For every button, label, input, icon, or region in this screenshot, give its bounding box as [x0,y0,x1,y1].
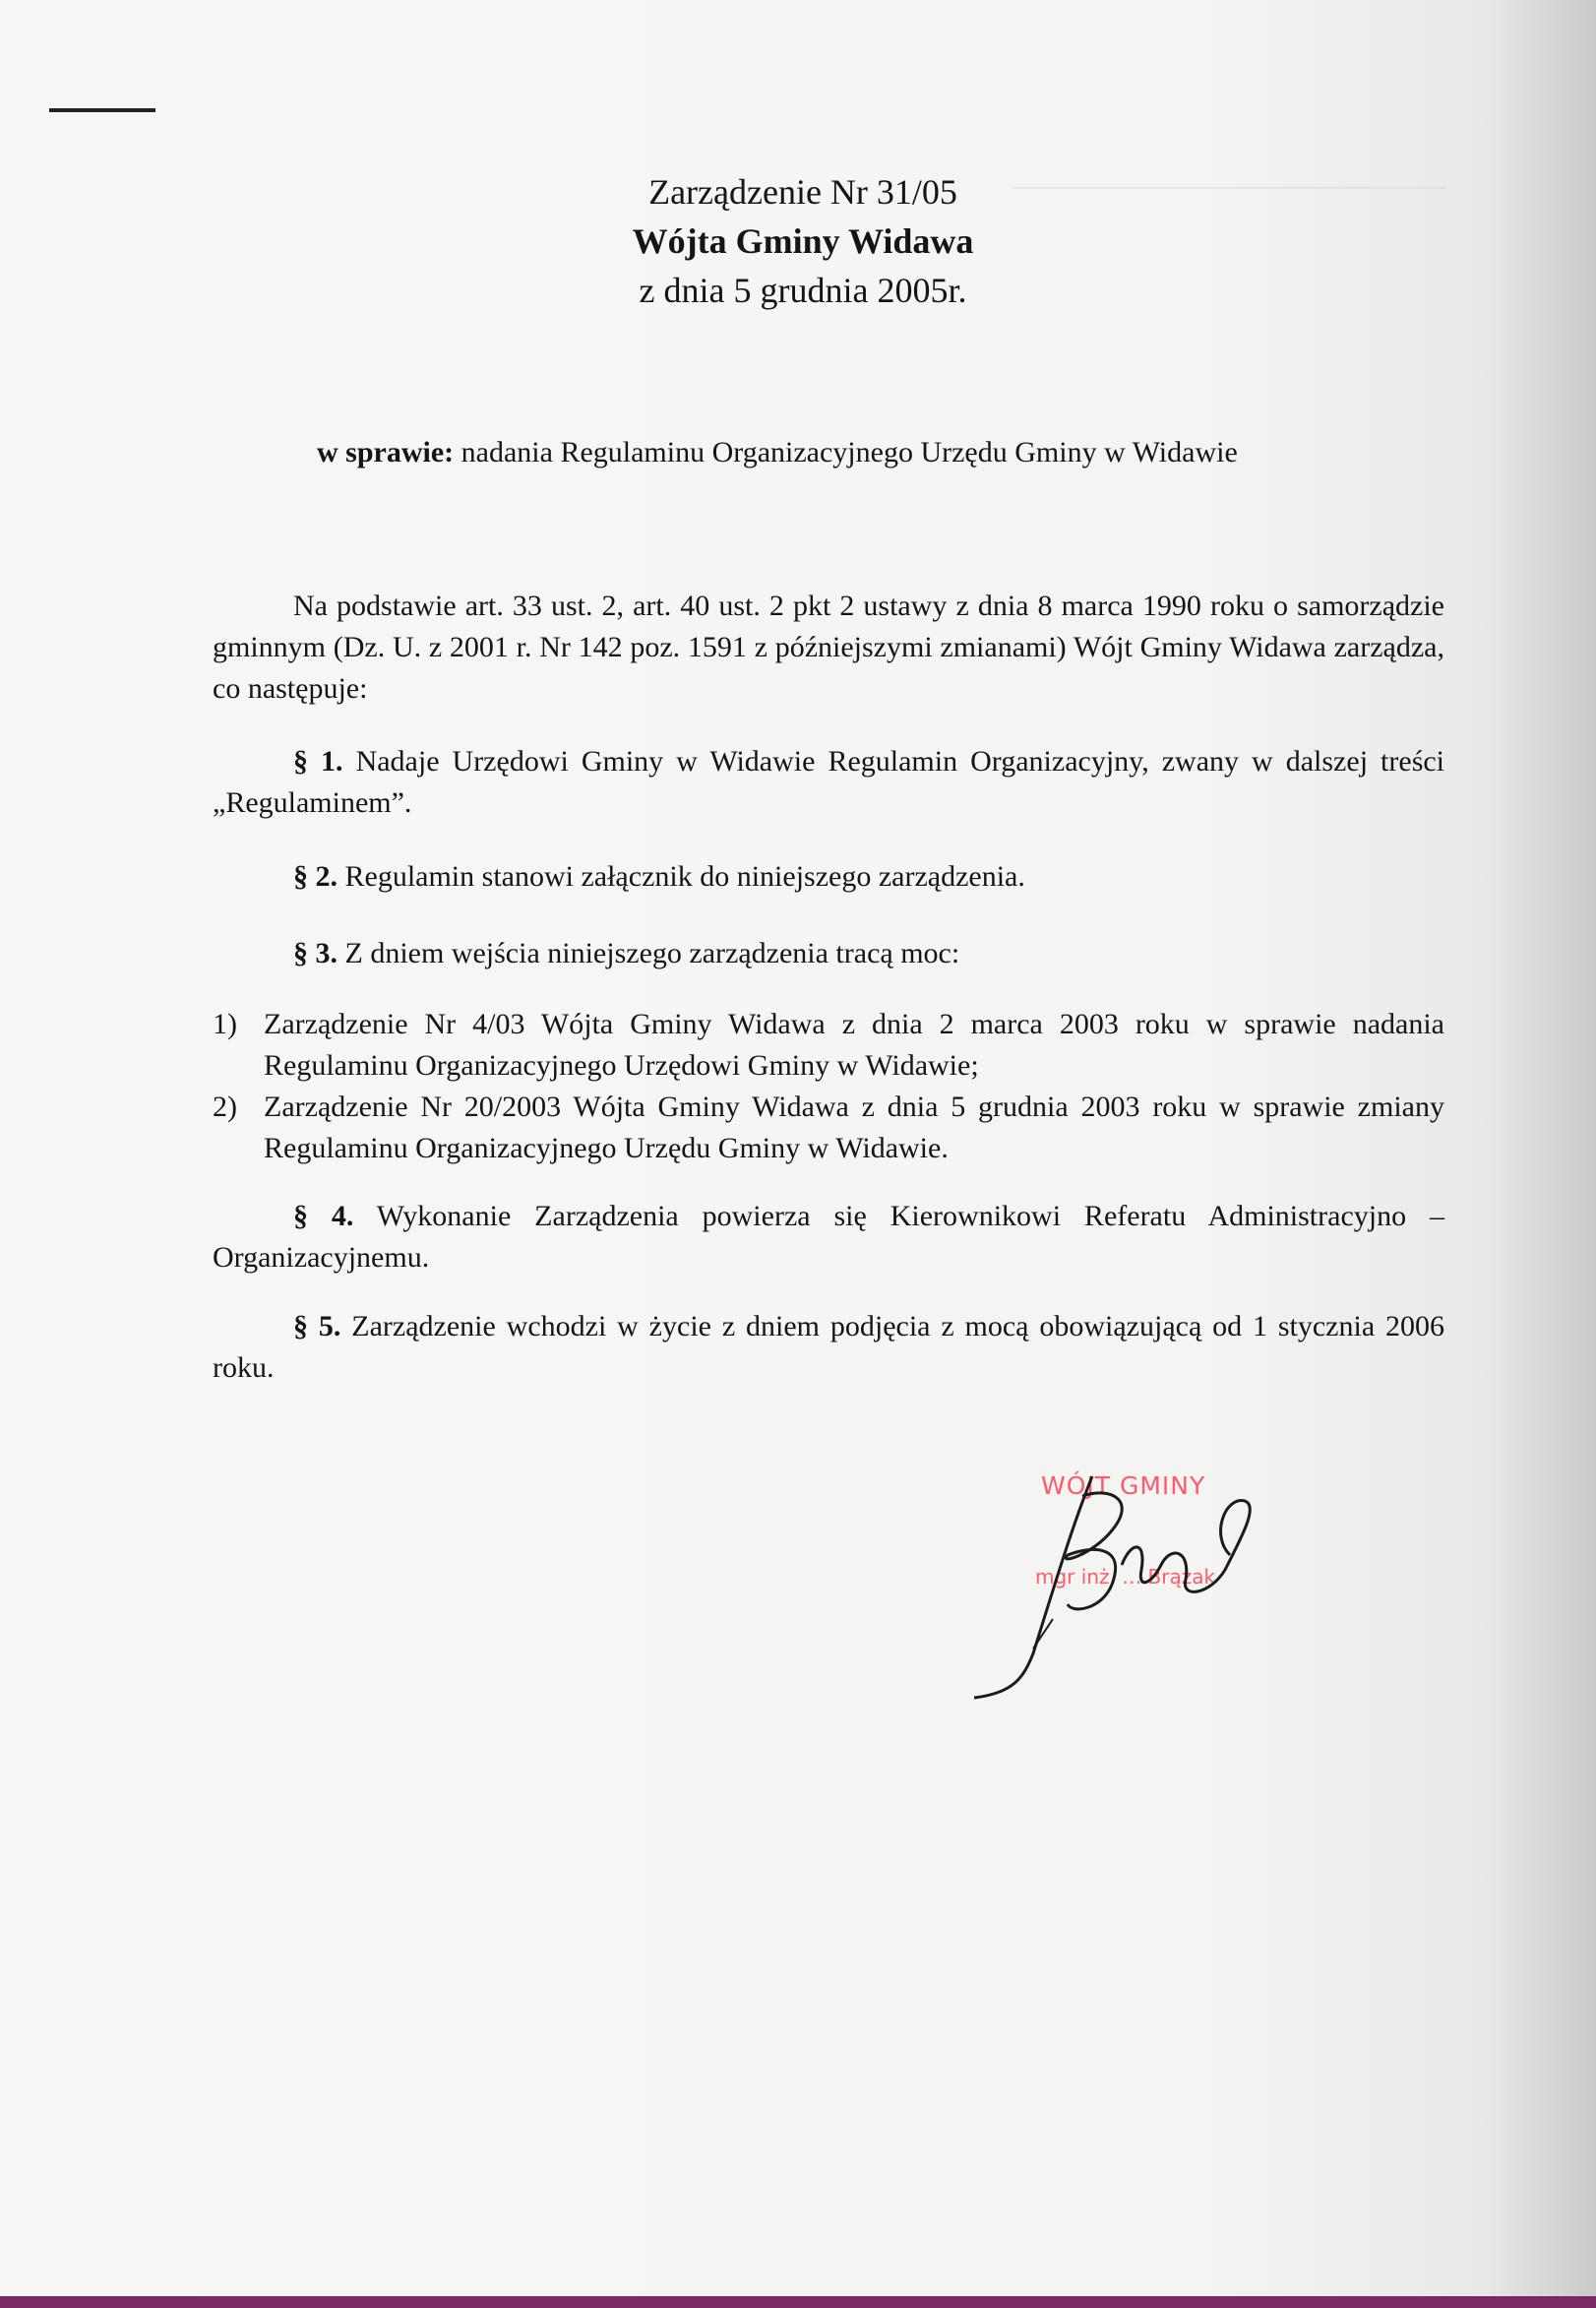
list-item [213,1004,1444,1087]
issue-date: z dnia 5 grudnia 2005r. [639,271,967,310]
ordinance-number: Zarządzenie Nr 31/05 [648,172,957,212]
issuer: Wójta Gminy Widawa [632,221,974,261]
list-item-number: 2) [213,1091,237,1123]
section-5-text: Zarządzenie wchodzi w życie z dniem podjęcia z mocą obowiązującą od 1 stycznia 2006 roku. [213,1310,1445,1384]
list-item [213,1087,1444,1169]
section-4 [213,1196,1444,1279]
section-1-text: Nadaje Urzędowi Gminy w Widawie Regulamin Organizacyjny, zwany w dalszej treści „Regulaminem”. [213,745,1445,819]
repealed-list [213,1004,1444,1169]
document-header [0,167,1596,315]
section-2-mark: § 2. [293,860,338,893]
section-1-mark: § 1. [293,745,343,778]
corner-mark [49,108,155,112]
official-stamp-title: WÓJT GMINY [1041,1471,1206,1500]
section-3 [213,933,1444,974]
section-3-text: Z dniem wejścia niniejszego zarządzenia tracą moc: [344,937,960,969]
subject-line [317,436,1238,469]
list-item-text: Zarządzenie Nr 20/2003 Wójta Gminy Widawa z dnia 5 grudnia 2003 roku w sprawie zmiany Regulaminu Organizacyjnego Urzędu Gminy w Widawie. [264,1091,1444,1164]
section-4-mark: § 4. [293,1200,354,1232]
subject-text: nadania Regulaminu Organizacyjnego Urzędu Gminy w Widawie [460,436,1238,468]
section-4-text: Wykonanie Zarządzenia powierza się Kierownikowi Referatu Administracyjno – Organizacyjnemu. [213,1200,1445,1274]
section-1 [213,741,1444,824]
section-2 [213,856,1444,898]
subject-label: w sprawie: [317,436,455,468]
section-5-mark: § 5. [293,1310,341,1342]
scan-edge [0,2296,1596,2308]
section-5 [213,1306,1444,1389]
list-item-text: Zarządzenie Nr 4/03 Wójta Gminy Widawa z dnia 2 marca 2003 roku w sprawie nadania Regulaminu Organizacyjnego Urzędowi Gminy w Widawie; [264,1008,1444,1082]
official-stamp-name: mgr inż. … Brążak [1035,1565,1216,1589]
section-3-mark: § 3. [293,937,338,969]
signature-icon [964,1447,1299,1703]
list-item-number: 1) [213,1008,237,1040]
section-2-text: Regulamin stanowi załącznik do niniejszego zarządzenia. [344,860,1025,893]
legal-basis-paragraph: Na podstawie art. 33 ust. 2, art. 40 ust. 2 pkt 2 ustawy z dnia 8 marca 1990 roku o samorządzie gminnym (Dz. U. z 2001 r. Nr 142 poz. 1591 z późniejszymi zmianami) Wójt Gminy Widawa zarządza, co następuje: [213,590,1444,705]
